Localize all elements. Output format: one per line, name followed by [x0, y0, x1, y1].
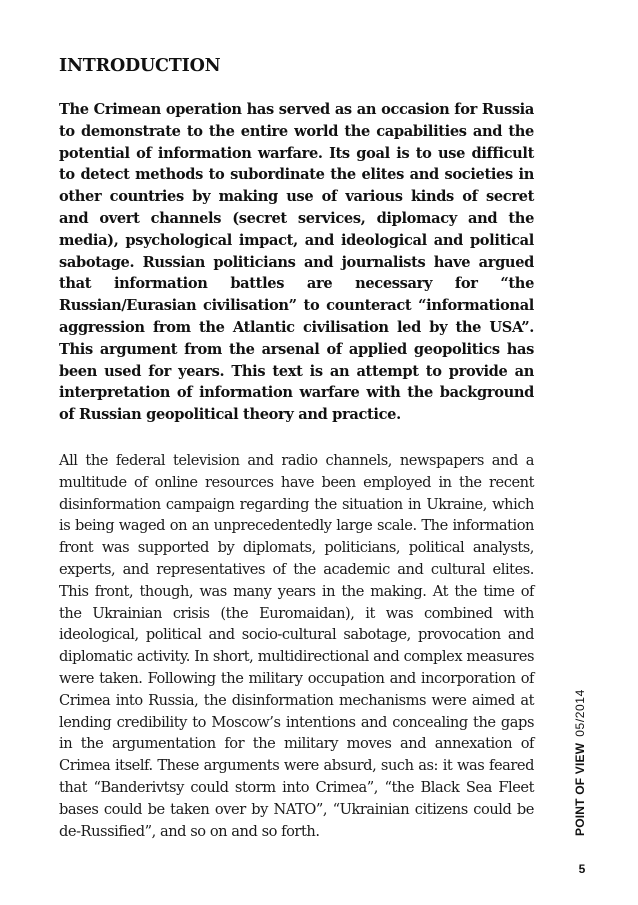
issue-number: 05/2014: [573, 689, 587, 737]
publication-name: POINT OF VIEW: [573, 742, 587, 836]
running-head: [571, 689, 589, 836]
body-paragraph: All the federal television and radio channels, newspapers and a multitude of online resources have been employed in the recent disinformation campaign regarding the situation in Ukraine, which is being waged on an unprecedentedly large scale. The information front was supported by diplomats, politicians, political analysts, experts, and representatives of the academic and cultural elites. This front, though, was many years in the making. At the time of the Ukrainian crisis (the Euromaidan), it was combined with ideological, political and socio-cultural sabotage, provocation and diplomatic activity. In short, multidirectional and complex measures were taken. Following the military occupation and incorporation of Crimea into Russia, the disinformation mechanisms were aimed at lending credibility to Moscow’s intentions and concealing the gaps in the argumentation for the military moves and annexation of Crimea itself. These arguments were absurd, such as: it was feared that “Banderivtsy could storm into Crimea”, “the Black Sea Fleet bases could be taken over by NATO”, “Ukrainian citizens could be de-Russified”, and so on and so forth.: [59, 452, 534, 840]
page-number: 5: [578, 862, 586, 876]
section-heading: INTRODUCTION: [59, 56, 221, 76]
lead-paragraph: The Crimean operation has served as an occasion for Russia to demonstrate to the entire world the capabilities and the potential of information warfare. Its goal is to use difficult to detect methods to subordinate the elites and societies in other countries by making use of various kinds of secret and overt channels (secret services, diplomacy and the media), psychological impact, and ideological and political sabotage. Russian politicians and journalists have argued that information battles are necessary for “the Russian/Eurasian civilisation” to counteract “informational aggression from the Atlantic civilisation led by the USA”. This argument from the arsenal of applied geopolitics has been used for years. This text is an attempt to provide an interpretation of information warfare with the background of Russian geopolitical theory and practice.: [59, 101, 534, 424]
